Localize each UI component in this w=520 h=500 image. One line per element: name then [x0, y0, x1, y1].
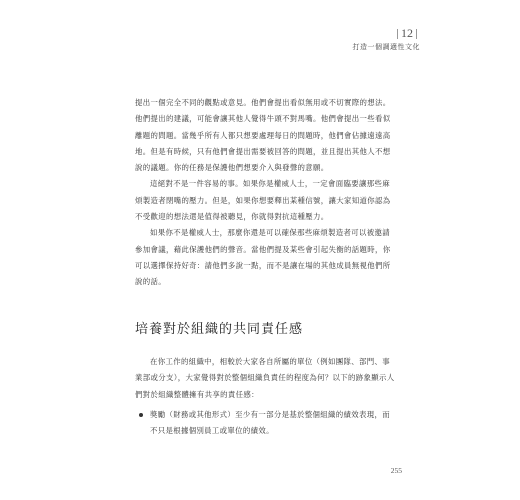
chapter-divider-right [416, 29, 417, 39]
paragraph: 如果你不是權威人士，那麼你還是可以確保那些麻煩製造者可以被邀請參加會議，藉此保護他們的聲音。當他們提及某些會引起失衡的話題時，你可以選擇保持好奇：請他們多說一點，而不是讓在場的其他成員無視他們所說的話。 [135, 228, 391, 287]
bullet-dot-icon [139, 413, 143, 417]
bullet-item [135, 407, 395, 440]
chapter-number [353, 26, 421, 40]
body-text-section [135, 354, 395, 439]
chapter-number-text: 12 [401, 26, 413, 40]
section-heading: 培養對於組織的共同責任感 [135, 322, 304, 337]
paragraph: 這絕對不是一件容易的事。如果你是權威人士，一定會面臨要讓那些麻煩製造者閉嘴的壓力。但是，如果你想要釋出某種信號，讓大家知道你認為不受歡迎的想法還是值得被聽見，你就得對抗這種壓力。 [135, 179, 391, 222]
bullet-text: 獎勵（財務或其他形式）至少有一部分是基於整個組織的績效表現，而不只是根據個別員工或單位的績效。 [150, 409, 390, 436]
page-number: 255 [390, 466, 402, 475]
body-text-top [135, 95, 395, 291]
running-header [353, 26, 421, 52]
paragraph: 提出一個完全不同的觀點或意見。他們會提出看似無用或不切實際的想法。他們提出的建議，可能會讓其他人覺得牛頭不對馬嘴。他們會提出一些看似離題的問題。當幾乎所有人都只想要處理每日的問題時，他們會佔據遠遠高地。但是有時候，只有他們會提出需要被回答的問題，並且提出其他人不想說的議題。你的任務是保護他們想要介入與發聲的意願。 [135, 98, 391, 173]
chapter-divider-left [397, 29, 398, 39]
chapter-title: 打造一個調適性文化 [352, 43, 420, 51]
section-intro: 在你工作的組織中，相較於大家各自所屬的單位（例如團隊、部門、事業部或分支），大家覺得對於整個組織負責任的程度為何？以下的跡象顯示人們對於組織整體擁有共享的責任感： [135, 357, 395, 399]
